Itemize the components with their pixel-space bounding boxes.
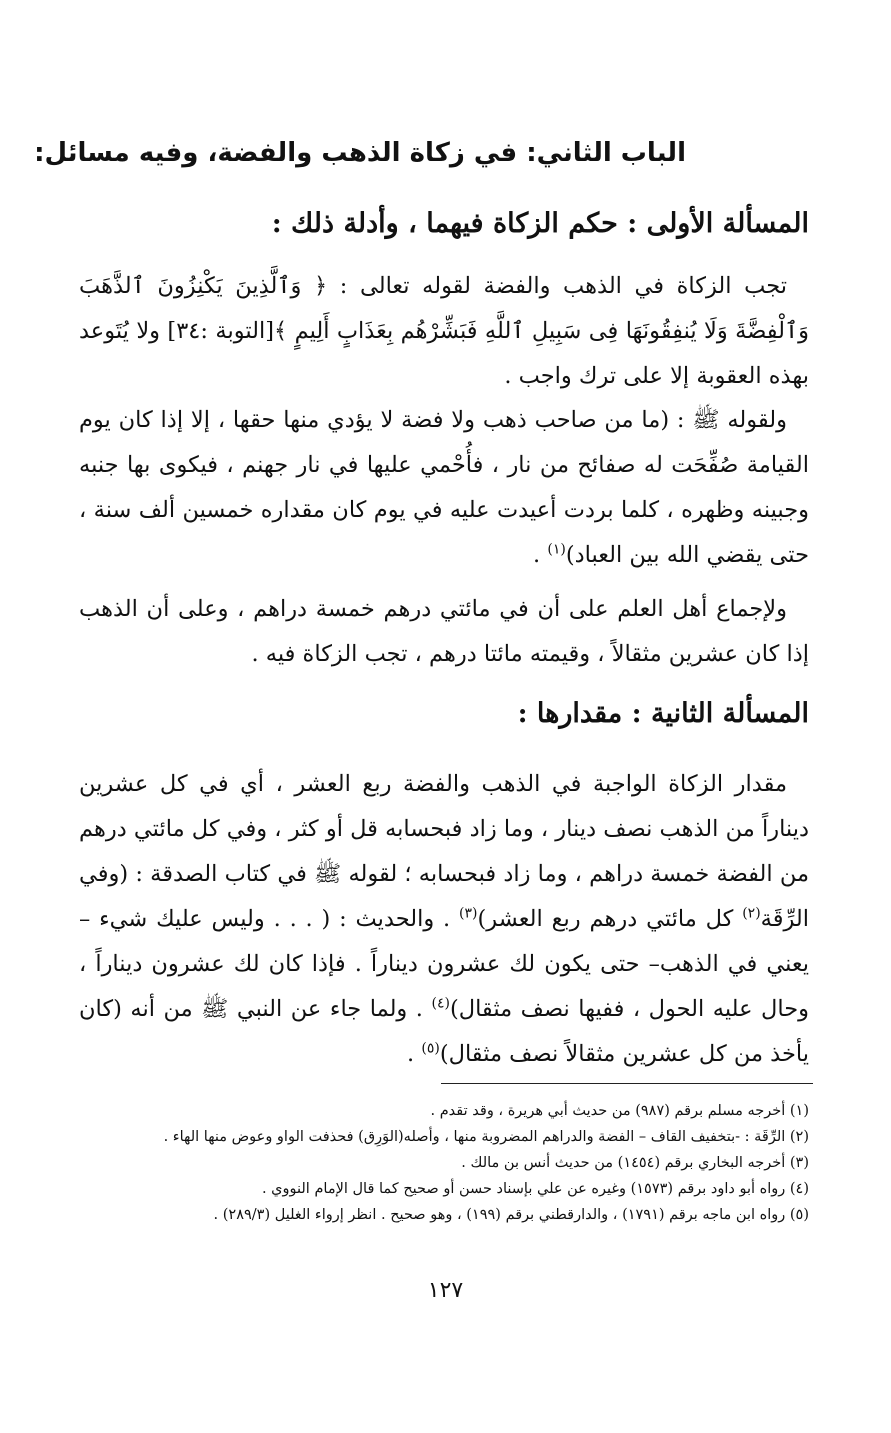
issue2-paragraph (79, 762, 809, 1077)
footnote-divider (441, 1083, 813, 1084)
chapter-title: الباب الثاني: في زكاة الذهب والفضة، وفيه مسائل: (34, 138, 686, 168)
footnote-1: (١) أخرجه مسلم برقم (٩٨٧) من حديث أبي هريرة ، وقد تقدم . (430, 1103, 809, 1119)
issue1-heading: المسألة الأولى : حكم الزكاة فيهما ، وأدلة ذلك : (271, 208, 809, 239)
issue1-paragraph-2 (79, 398, 809, 578)
issue1-paragraph-3 (79, 587, 809, 677)
issue1-paragraph-1 (79, 264, 809, 399)
issue1-paragraph-1-text: تجب الزكاة في الذهب والفضة لقوله تعالى : ﴿ وَٱلَّذِينَ يَكْنِزُونَ ٱلذَّهَبَ وَٱلْفِضَّةَ وَلَا يُنفِقُونَهَا فِى سَبِيلِ ٱللَّهِ فَبَشِّرْهُم بِعَذَابٍ أَلِيمٍ ﴾[التوبة :٣٤] ولا يُتَوعد بهذه العقوبة إلا على ترك واجب . (79, 273, 809, 389)
issue2-heading: المسألة الثانية : مقدارها : (517, 698, 809, 729)
footnotes (79, 1098, 809, 1228)
issue2-text-a: مقدار الزكاة الواجبة في الذهب والفضة ربع العشر ، أي في كل عشرين ديناراً من الذهب نصف دينار ، وما زاد فبحسابه قل أو كثر ، وفي كل مائتي درهم من الفضة خمسة دراهم ، وما زاد فبحسابه ؛ لقوله ﷺ في كتاب الصدقة : (وفي الرِّقَة (79, 771, 810, 932)
footnote-ref-1[interactable]: (١) (547, 541, 566, 558)
footnote-ref-2[interactable]: (٢) (742, 905, 761, 922)
page-number: ١٢٧ (427, 1278, 464, 1303)
issue2-text-b: كل مائتي درهم ربع العشر) (477, 906, 743, 932)
footnote-4: (٤) رواه أبو داود برقم (١٥٧٣) وغيره عن علي بإسناد حسن أو صحيح كما قال الإمام النووي . (261, 1181, 809, 1197)
issue2-text-c: . والحديث : ( . . . وليس عليك شيء – يعني في الذهب– حتى يكون لك عشرون ديناراً . فإذا كان لك عشرون ديناراً ، وحال عليه الحول ، ففيها نصف مثقال) (79, 906, 810, 1022)
footnote-ref-3[interactable]: (٣) (459, 905, 478, 922)
footnote-2: (٢) الرِّقَة : -بتخفيف القاف – الفضة والدراهم المضروبة منها ، وأصله(الوَرِق) فحذفت الواو وعوض منها الهاء . (163, 1129, 809, 1145)
footnote-ref-5[interactable]: (٥) (421, 1040, 440, 1057)
issue2-text-e: . (407, 1041, 422, 1067)
issue1-paragraph-2-end: . (533, 542, 548, 568)
issue1-paragraph-2-text: ولقوله ﷺ : (ما من صاحب ذهب ولا فضة لا يؤدي منها حقها ، إلا إذا كان يوم القيامة صُفِّحَت له صفائح من نار ، فأُحْمي عليها في نار جهنم ، فيكوى بها جنبه وجبينه وظهره ، كلما بردت أعيدت عليه في يوم كان مقداره خمسين ألف سنة ، حتى يقضي الله بين العباد) (79, 407, 809, 568)
footnote-ref-4[interactable]: (٤) (431, 995, 450, 1012)
issue1-paragraph-3-text: ولإجماع أهل العلم على أن في مائتي درهم خمسة دراهم ، وعلى أن الذهب إذا كان عشرين مثقالاً ، وقيمته مائتا درهم ، تجب الزكاة فيه . (79, 596, 809, 667)
footnote-5: (٥) رواه ابن ماجه برقم (١٧٩١) ، والدارقطني برقم (١٩٩) ، وهو صحيح . انظر إرواء الغليل (٢٨٩/٣) . (213, 1207, 809, 1223)
footnote-3: (٣) أخرجه البخاري برقم (١٤٥٤) من حديث أنس بن مالك . (461, 1155, 809, 1171)
issue2-text-d: . ولما جاء عن النبي ﷺ من أنه (كان يأخذ من كل عشرين مثقالاً نصف مثقال) (79, 996, 809, 1067)
